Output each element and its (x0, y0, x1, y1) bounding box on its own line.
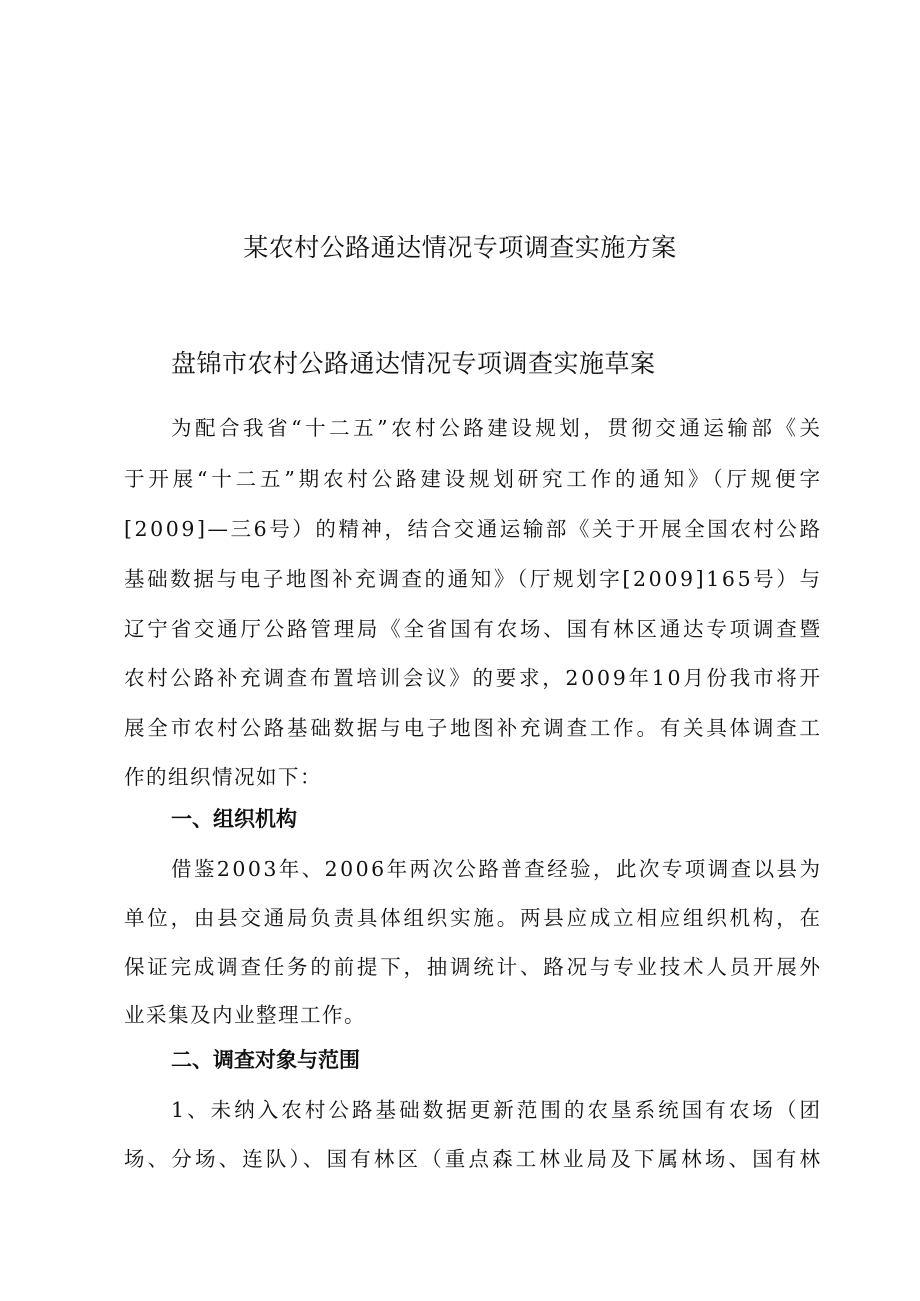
section1-line: 借鉴2003年、2006年两次公路普查经验，此次专项调查以县为 (171, 857, 823, 881)
document-subtitle: 盘锦市农村公路通达情况专项调查实施草案 (171, 349, 656, 378)
intro-line: 展全市农村公路基础数据与电子地图补充调查工作。有关具体调查工 (124, 716, 823, 740)
section-heading-scope: 二、调查对象与范围 (171, 1048, 360, 1072)
section2-line: 场、分场、连队）、国有林区（重点森工林业局及下属林场、国有林 (124, 1147, 824, 1171)
intro-line: 于开展“十二五”期农村公路建设规划研究工作的通知》（厅规便字 (124, 467, 824, 491)
intro-line: 基础数据与电子地图补充调查的通知》（厅规划字[2009]165号）与 (124, 567, 823, 591)
intro-line: [2009]—三6号）的精神，结合交通运输部《关于开展全国农村公路 (124, 517, 823, 541)
section1-line: 保证完成调查任务的前提下，抽调统计、路况与专业技术人员开展外 (124, 955, 823, 979)
section1-line: 单位，由县交通局负责具体组织实施。两县应成立相应组织机构，在 (124, 906, 823, 930)
document-title: 某农村公路通达情况专项调查实施方案 (243, 233, 677, 262)
section2-line: 1、未纳入农村公路基础数据更新范围的农垦系统国有农场（团 (171, 1098, 824, 1122)
intro-line: 辽宁省交通厅公路管理局《全省国有农场、国有林区通达专项调查暨 (124, 617, 823, 641)
intro-line: 作的组织情况如下： (124, 765, 322, 789)
intro-line: 农村公路补充调查布置培训会议》的要求，2009年10月份我市将开 (124, 666, 823, 690)
section-heading-organization: 一、组织机构 (171, 807, 297, 831)
intro-line: 为配合我省“十二五”农村公路建设规划，贯彻交通运输部《关 (171, 416, 824, 440)
section1-line: 业采集及内业整理工作。 (124, 1003, 366, 1027)
